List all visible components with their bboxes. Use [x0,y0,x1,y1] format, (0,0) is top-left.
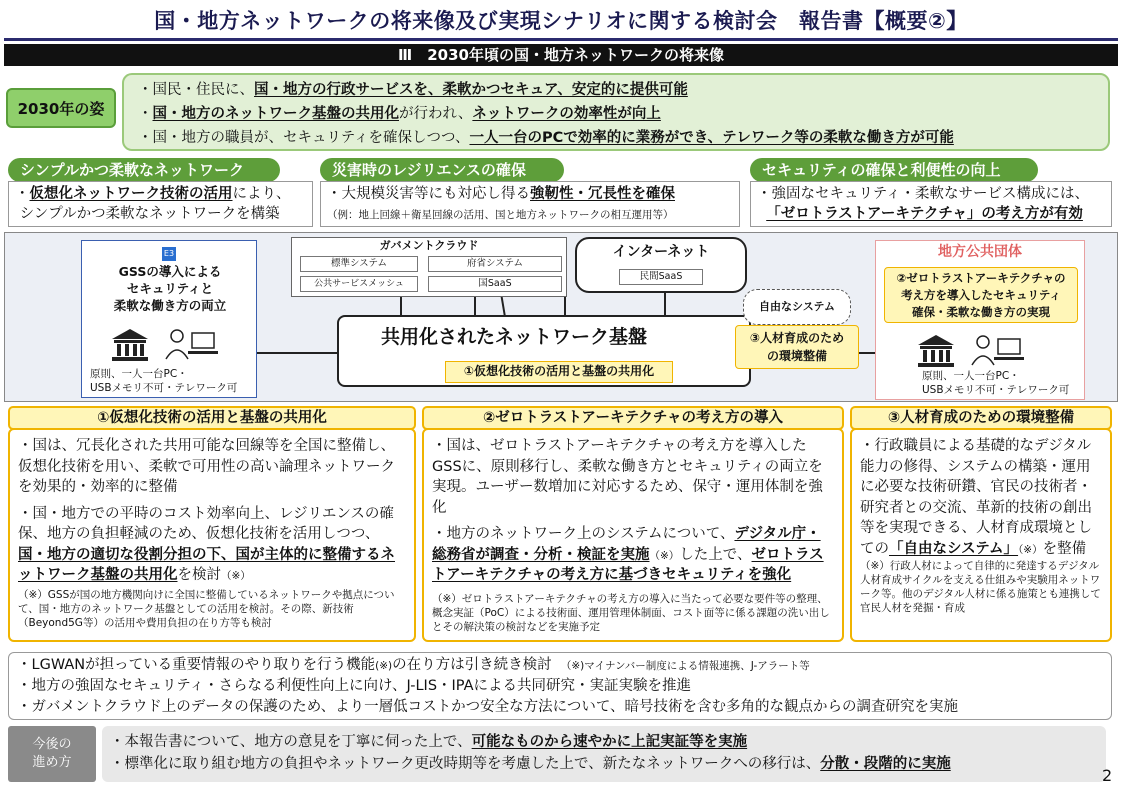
section-2-point-2 [432,524,834,586]
topic-security-body [750,181,1112,227]
section-3-point-1-text: ・行政職員による基礎的なデジタル能力の修得、システムの構築・運用に必要な技術研鑽、官民の技術者・研究者との交流、革新的技術の創出等を実現できる、人材育成環境としての [860,438,1092,557]
local-government-box [875,240,1085,400]
topic-simple-header: シンプルかつ柔軟なネットワーク [8,158,280,182]
topic-security-text: ・強固なセキュリティ・柔軟なサービス構成には、 [757,186,1090,202]
future-line-2 [110,753,1098,775]
section-2-note: （※）ゼロトラストアーキテクチャの考え方の導入に当たって必要な要件等の整理、概念実証（PoC）による技術面、運用管理体制面、コスト面等に係る課題の洗い出しとその解決策の検討などを実施予定 [432,592,830,633]
topic-security-emphasis: 「ゼロトラストアーキテクチャ」の考え方が有効 [766,206,1083,222]
section-heading: Ⅲ 2030年頃の国・地方ネットワークの将来像 [4,44,1118,66]
user-pc-icon [164,327,218,363]
topic-resilience-text: ・大規模災害等にも対応し得る [327,186,530,202]
vision-line-2-emphasis-a: 国・地方のネットワーク基盤の共用化 [152,106,399,122]
misc-line-1-text: ・LGWANが担っている重要情報のやり取りを行う機能 [17,657,376,673]
gss-logo-icon: E3 [162,247,176,261]
shared-network-title: 共用化されたネットワーク基盤 [380,326,647,348]
section-1-note: （※）GSSが国の地方機関向けに全国に整備しているネットワークや拠点について、国・地方のネットワーク基盤としての活用を検討。その際、新技術（Beyond5G等）の活用や費用負担の在り方等も検討 [18,588,395,629]
misc-line-3: ・ガバメントクラウド上のデータの保護のため、より一層低コストかつ安全な方法について、暗号技術を含む多角的な観点からの調査研究を実施 [17,699,959,715]
shared-network-box [337,315,751,387]
local-zero-trust-tag: ②ゼロトラストアーキテクチャの 考え方を導入したセキュリティ 確保・柔軟な働き方の実現 [884,267,1078,323]
internet-box [575,237,747,293]
future-line-2-emphasis: 分散・段階的に実施 [820,756,951,772]
local-caption: 原則、一人一台PC・ USBメモリ不可・テレワーク可 [922,370,1070,396]
network-diagram [4,232,1118,402]
topic-resilience-body [320,181,740,227]
topic-simple-body [8,181,313,227]
vision-line-1 [138,78,1094,102]
topic-simple-text-b: シンプルかつ柔軟なネットワークを構築 [19,206,280,222]
section-2-point-2-emphasis-b: ゼロトラストアーキテクチャの考え方に基づきセキュリティを強化 [432,546,824,583]
section-1-header: ①仮想化技術の活用と基盤の共用化 [8,406,416,430]
misc-line-1-mark: (※) [375,660,393,672]
gss-caption: 原則、一人一台PC・ USBメモリ不可・テレワーク可 [90,368,238,394]
network-tag-virtualization: ①仮想化技術の活用と基盤の共用化 [445,361,673,383]
local-building-icon [916,333,956,369]
vision-line-2-bullet: ・ [138,106,153,122]
section-2-body [422,428,844,642]
misc-line-1-note: （※)マイナンバー制度による情報連携、J-アラート等 [560,660,810,672]
vision-line-2-emphasis-b: ネットワークの効率性が向上 [472,106,661,122]
section-2-point-2-emphasis-a: デジタル庁・総務省が調査・分析・検証を実施 [432,526,821,563]
vision-line-1-text: ・国民・住民に、 [138,82,254,98]
section-3-point-1-tail: を整備 [1042,540,1087,557]
title-underline [4,38,1118,41]
future-line-2-text: ・標準化に取り組む地方の負担やネットワーク更改時期等を考慮した上で、新たなネットワークへの移行は、 [110,756,821,772]
page-number: 2 [1102,766,1113,785]
gov-cloud-ministry-system: 府省システム [428,256,562,272]
section-1-point-2-mark: （※） [221,570,251,582]
vision-line-3 [138,126,1094,150]
section-2-point-2-mid: した上で、 [679,546,752,563]
gss-title: GSSの導入による セキュリティと 柔軟な働き方の両立 [113,264,227,313]
gov-cloud-title: ガバメントクラウド [379,239,479,252]
gov-cloud-box [291,237,567,297]
hr-development-tag: ③人材育成のため の環境整備 [735,325,859,369]
future-box [102,726,1106,782]
section-3-point-1-mark: （※） [1018,543,1043,556]
section-2-point-2-mark: （※） [649,549,680,562]
section-1-point-2 [18,504,406,586]
vision-tag: 2030年の姿 [6,88,116,128]
gov-cloud-standard-system: 標準システム [300,256,418,272]
page-title: 国・地方ネットワークの将来像及び実現シナリオに関する検討会 報告書【概要②】 [154,9,968,33]
section-2-header: ②ゼロトラストアーキテクチャの考え方の導入 [422,406,844,430]
vision-line-1-emphasis: 国・地方の行政サービスを、柔軟かつセキュア、安定的に提供可能 [254,82,688,98]
section-2-point-2-text: ・地方のネットワーク上のシステムについて、 [432,526,735,542]
future-tag: 今後の 進め方 [8,726,96,782]
government-building-icon [110,327,150,363]
free-system-box: 自由なシステム [743,289,851,325]
vision-line-2 [138,102,1094,126]
topic-resilience-header: 災害時のレジリエンスの確保 [320,158,564,182]
section-3-point-1-emphasis: 「自由なシステム」 [889,540,1019,557]
misc-box [8,652,1112,720]
local-government-title: 地方公共団体 [938,244,1022,260]
topic-resilience-emphasis: 強靭性・冗長性を確保 [530,186,675,202]
misc-line-1-tail: の在り方は引き続き検討 [392,657,552,673]
topic-simple-text-a: により、 [232,186,291,202]
section-3-header: ③人材育成のための環境整備 [850,406,1112,430]
vision-line-2-text: が行われ、 [399,106,473,122]
vision-line-3-text: ・国・地方の職員が、セキュリティを確保しつつ、 [138,130,470,146]
connector-cloud [401,295,475,317]
future-line-1-emphasis: 可能なものから速やかに上記実証等を実施 [471,734,748,750]
section-3-note: （※）行政人材によって自律的に発達するデジタル人材育成サイクルを支える仕組みや実験用ネットワーク等。他のデジタル人材に係る施策とも連携して官民人材を発掘・育成 [860,560,1101,614]
topic-security-header: セキュリティの確保と利便性の向上 [750,158,1038,182]
misc-line-2: ・地方の強固なセキュリティ・さらなる利便性向上に向け、J-LIS・IPAによる共同研究・実証実験を推進 [17,678,692,694]
private-saas-cell: 民間SaaS [619,269,703,285]
gov-cloud-national-saas: 国SaaS [428,276,562,292]
section-1-point-2-emphasis: 国・地方の適切な役割分担の下、国が主体的に整備するネットワーク基盤の共用化 [18,546,395,583]
vision-line-3-emphasis: 一人一台のPCで効率的に業務ができ、テレワーク等の柔軟な働き方が可能 [469,130,954,146]
section-1-point-2-tail: を検討 [177,567,221,583]
vision-box [122,73,1110,151]
misc-line-1 [17,655,1103,676]
section-2-point-1: ・国は、ゼロトラストアーキテクチャの考え方を導入したGSSに、原則移行し、柔軟な働き方とセキュリティの両立を実現。ユーザー数増加に対応するため、保守・運用体制を強化 [432,438,823,516]
topic-resilience-note: （例：地上回線＋衛星回線の活用、国と地方ネットワークの相互運用等） [327,209,674,221]
section-1-body [8,428,416,642]
local-user-pc-icon [970,333,1024,369]
section-1-point-2-text: ・国・地方での平時のコスト効率向上、レジリエンスの確保、地方の負担軽減のため、仮想化技術を活用しつつ、 [18,505,394,542]
gss-box [81,240,257,398]
future-line-1 [110,731,1098,753]
internet-title: インターネット [612,244,710,260]
topic-simple-bullet: ・ [15,186,30,202]
section-1-point-1: ・国は、冗長化された共用可能な回線等を全国に整備し、仮想化技術を用い、柔軟で可用性の高い論理ネットワークを効果的・効率的に整備 [18,438,395,495]
section-3-body [850,428,1112,642]
future-line-1-text: ・本報告書について、地方の意見を丁寧に伺った上で、 [110,734,472,750]
section-3-point-1 [860,436,1102,559]
topic-simple-emphasis: 仮想化ネットワーク技術の活用 [29,186,233,202]
gov-cloud-service-mesh: 公共サービスメッシュ [300,276,418,292]
